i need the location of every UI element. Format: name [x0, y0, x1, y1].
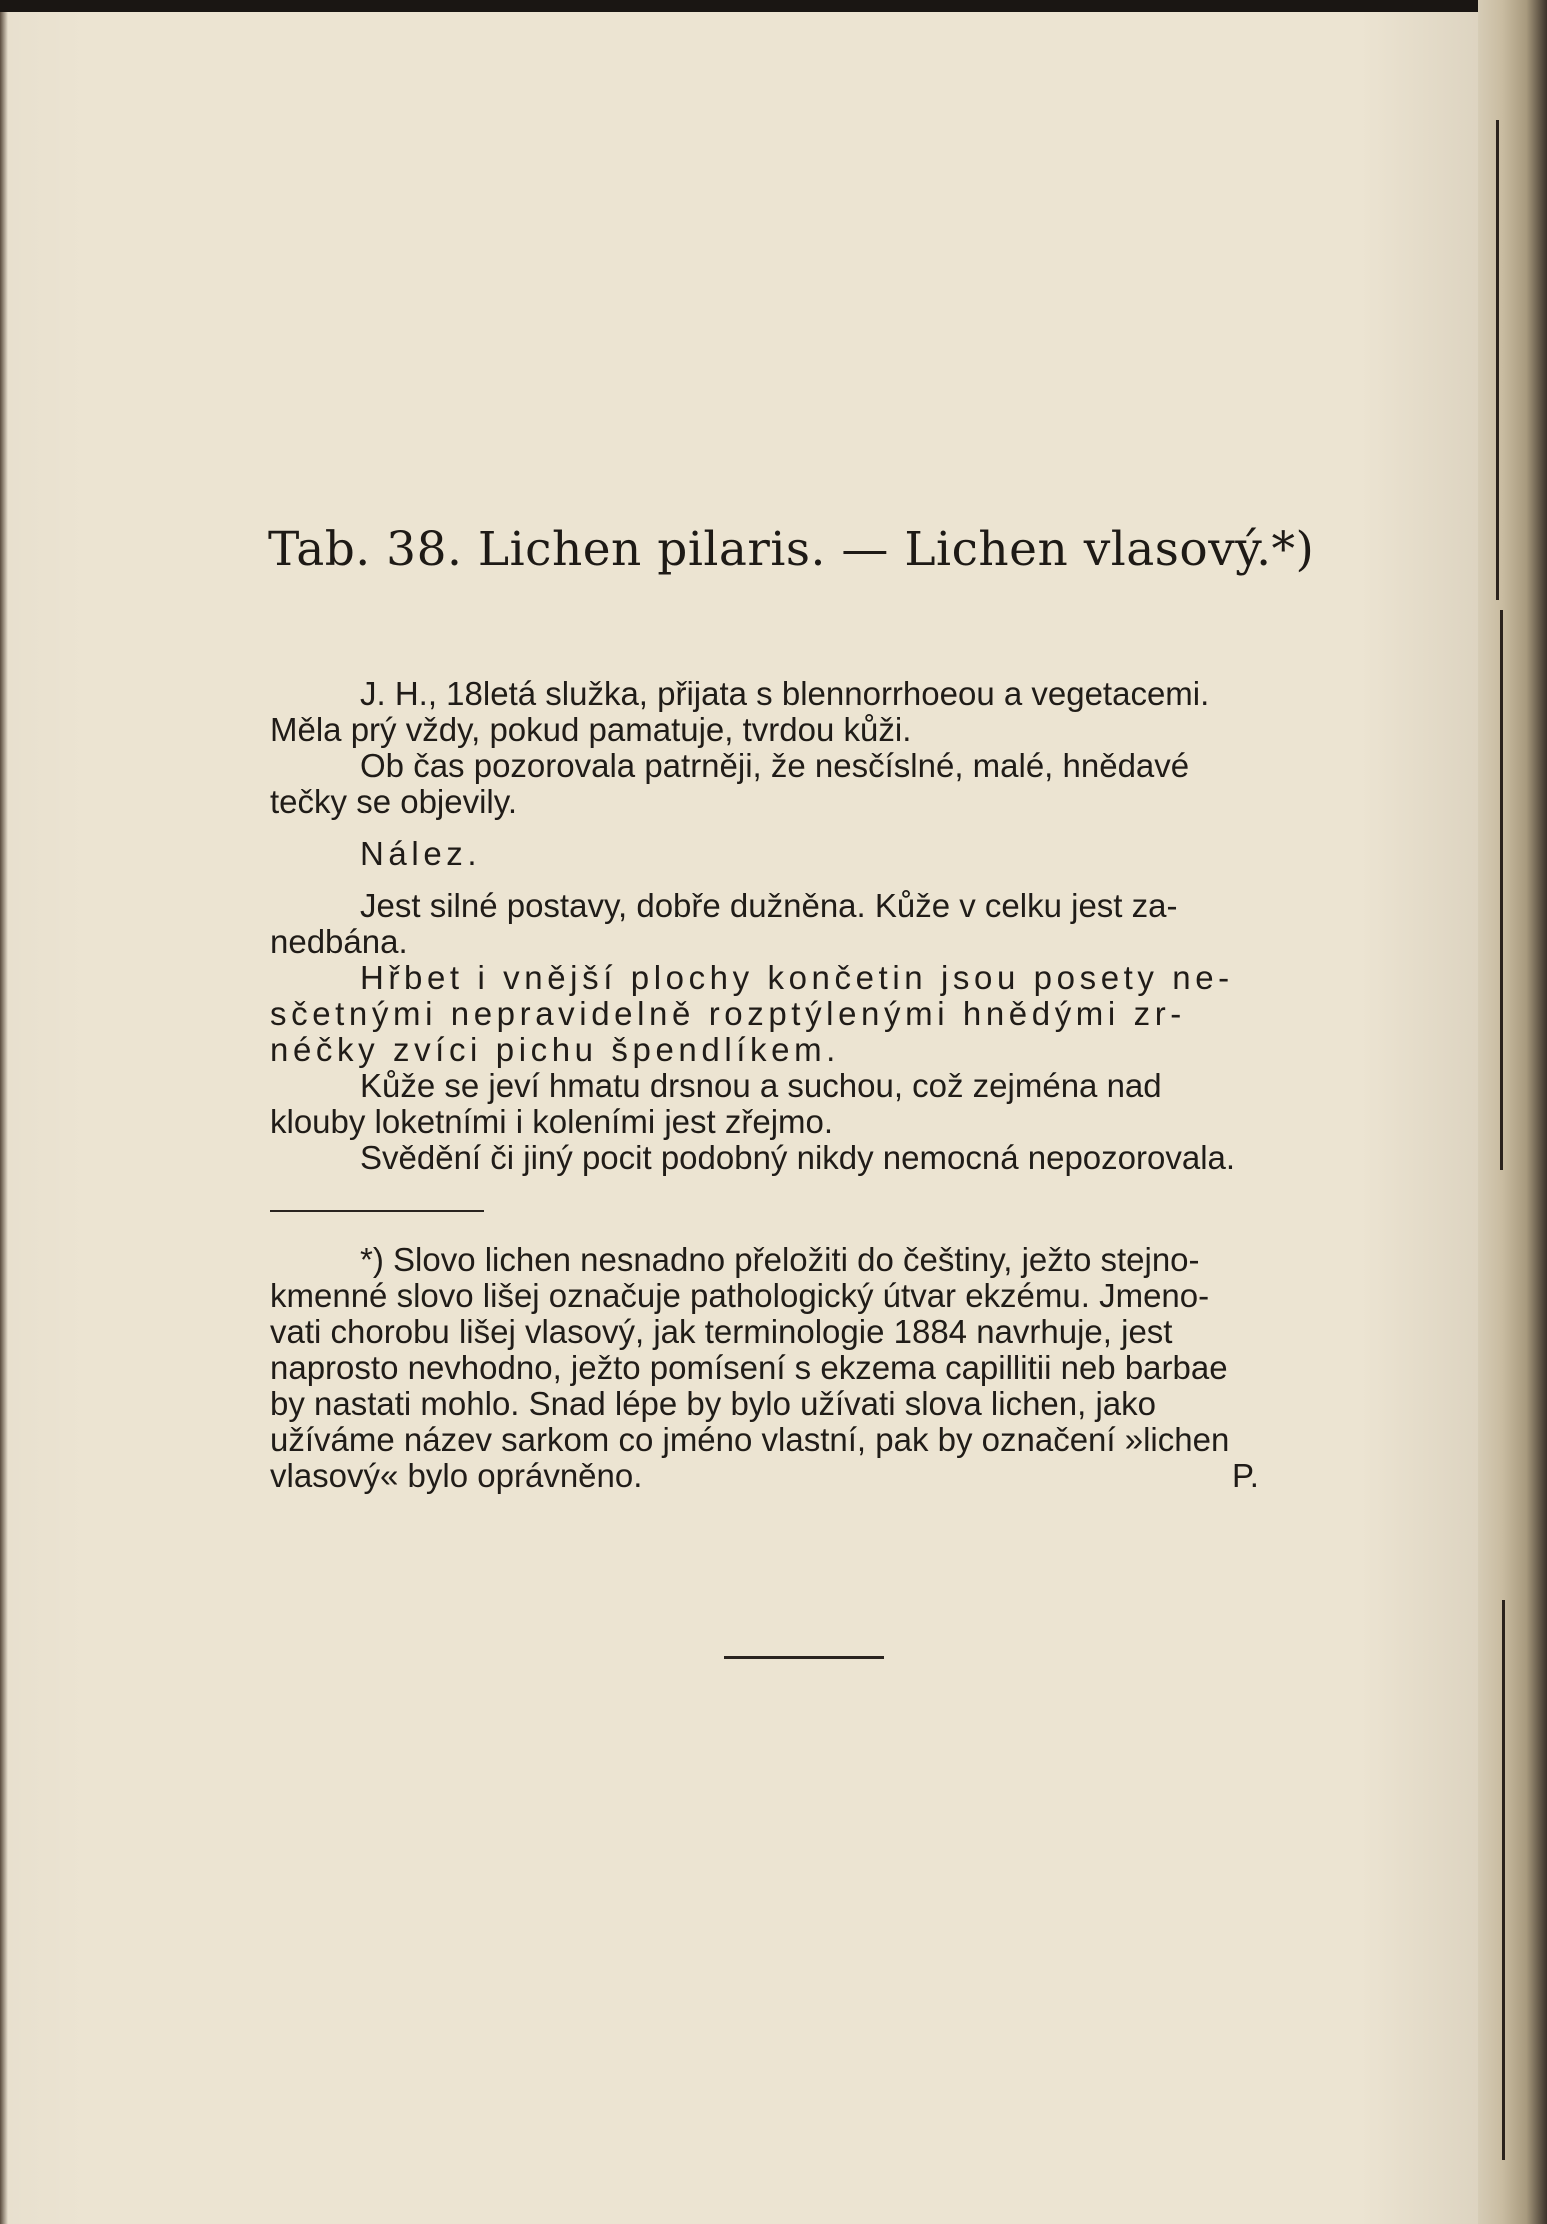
case-line: tečky se objevily.: [270, 783, 517, 820]
footnote-signature: P.: [1232, 1457, 1259, 1494]
finding-heading: Nález.: [360, 835, 482, 872]
spine-edge-line: [1500, 610, 1503, 1170]
page-left-edge: [0, 12, 8, 2224]
footnote-line: by nastati mohlo. Snad lépe by bylo užívati slova lichen, jako: [270, 1385, 1157, 1422]
finding-line: néčky zvíci pichu špendlíkem.: [270, 1031, 840, 1068]
page-title: Tab. 38. Lichen pilaris. — Lichen vlasový.*): [268, 522, 1315, 577]
footnote-separator: [270, 1210, 484, 1212]
finding-line: nedbána.: [270, 923, 408, 960]
book-spine: [1478, 0, 1547, 2224]
finding-line: Hřbet i vnější plochy končetin jsou posety ne-: [360, 959, 1234, 996]
finding-line: Kůže se jeví hmatu drsnou a suchou, což zejména nad: [360, 1067, 1162, 1104]
finding-line: sčetnými nepravidelně rozptýlenými hnědými zr-: [270, 995, 1186, 1032]
footnote-line: naprosto nevhodno, ježto pomísení s ekzema capillitii neb barbae: [270, 1349, 1228, 1386]
footnote-line: *) Slovo lichen nesnadno přeložiti do češtiny, ježto stejno-: [360, 1241, 1200, 1278]
spine-edge-line: [1502, 1600, 1505, 2160]
finding-line: klouby loketními i koleními jest zřejmo.: [270, 1103, 834, 1140]
end-rule: [724, 1656, 884, 1659]
footnote-line: kmenné slovo lišej označuje pathologický útvar ekzému. Jmeno-: [270, 1277, 1210, 1314]
finding-line: Jest silné postavy, dobře dužněna. Kůže v celku jest za-: [360, 887, 1178, 924]
case-line: J. H., 18letá služka, přijata s blennorrhoeou a vegetacemi.: [360, 675, 1210, 712]
finding-line: Svědění či jiný pocit podobný nikdy nemocná nepozorovala.: [360, 1139, 1236, 1176]
spine-edge-line: [1496, 120, 1499, 600]
footnote-line: vlasový« bylo oprávněno.: [270, 1457, 643, 1494]
footnote-line: užíváme název sarkom co jméno vlastní, pak by označení »lichen: [270, 1421, 1230, 1458]
case-line: Měla prý vždy, pokud pamatuje, tvrdou kůži.: [270, 711, 912, 748]
case-line: Ob čas pozorovala patrněji, že nesčíslné, malé, hnědavé: [360, 747, 1190, 784]
footnote-line: vati chorobu lišej vlasový, jak terminologie 1884 navrhuje, jest: [270, 1313, 1173, 1350]
